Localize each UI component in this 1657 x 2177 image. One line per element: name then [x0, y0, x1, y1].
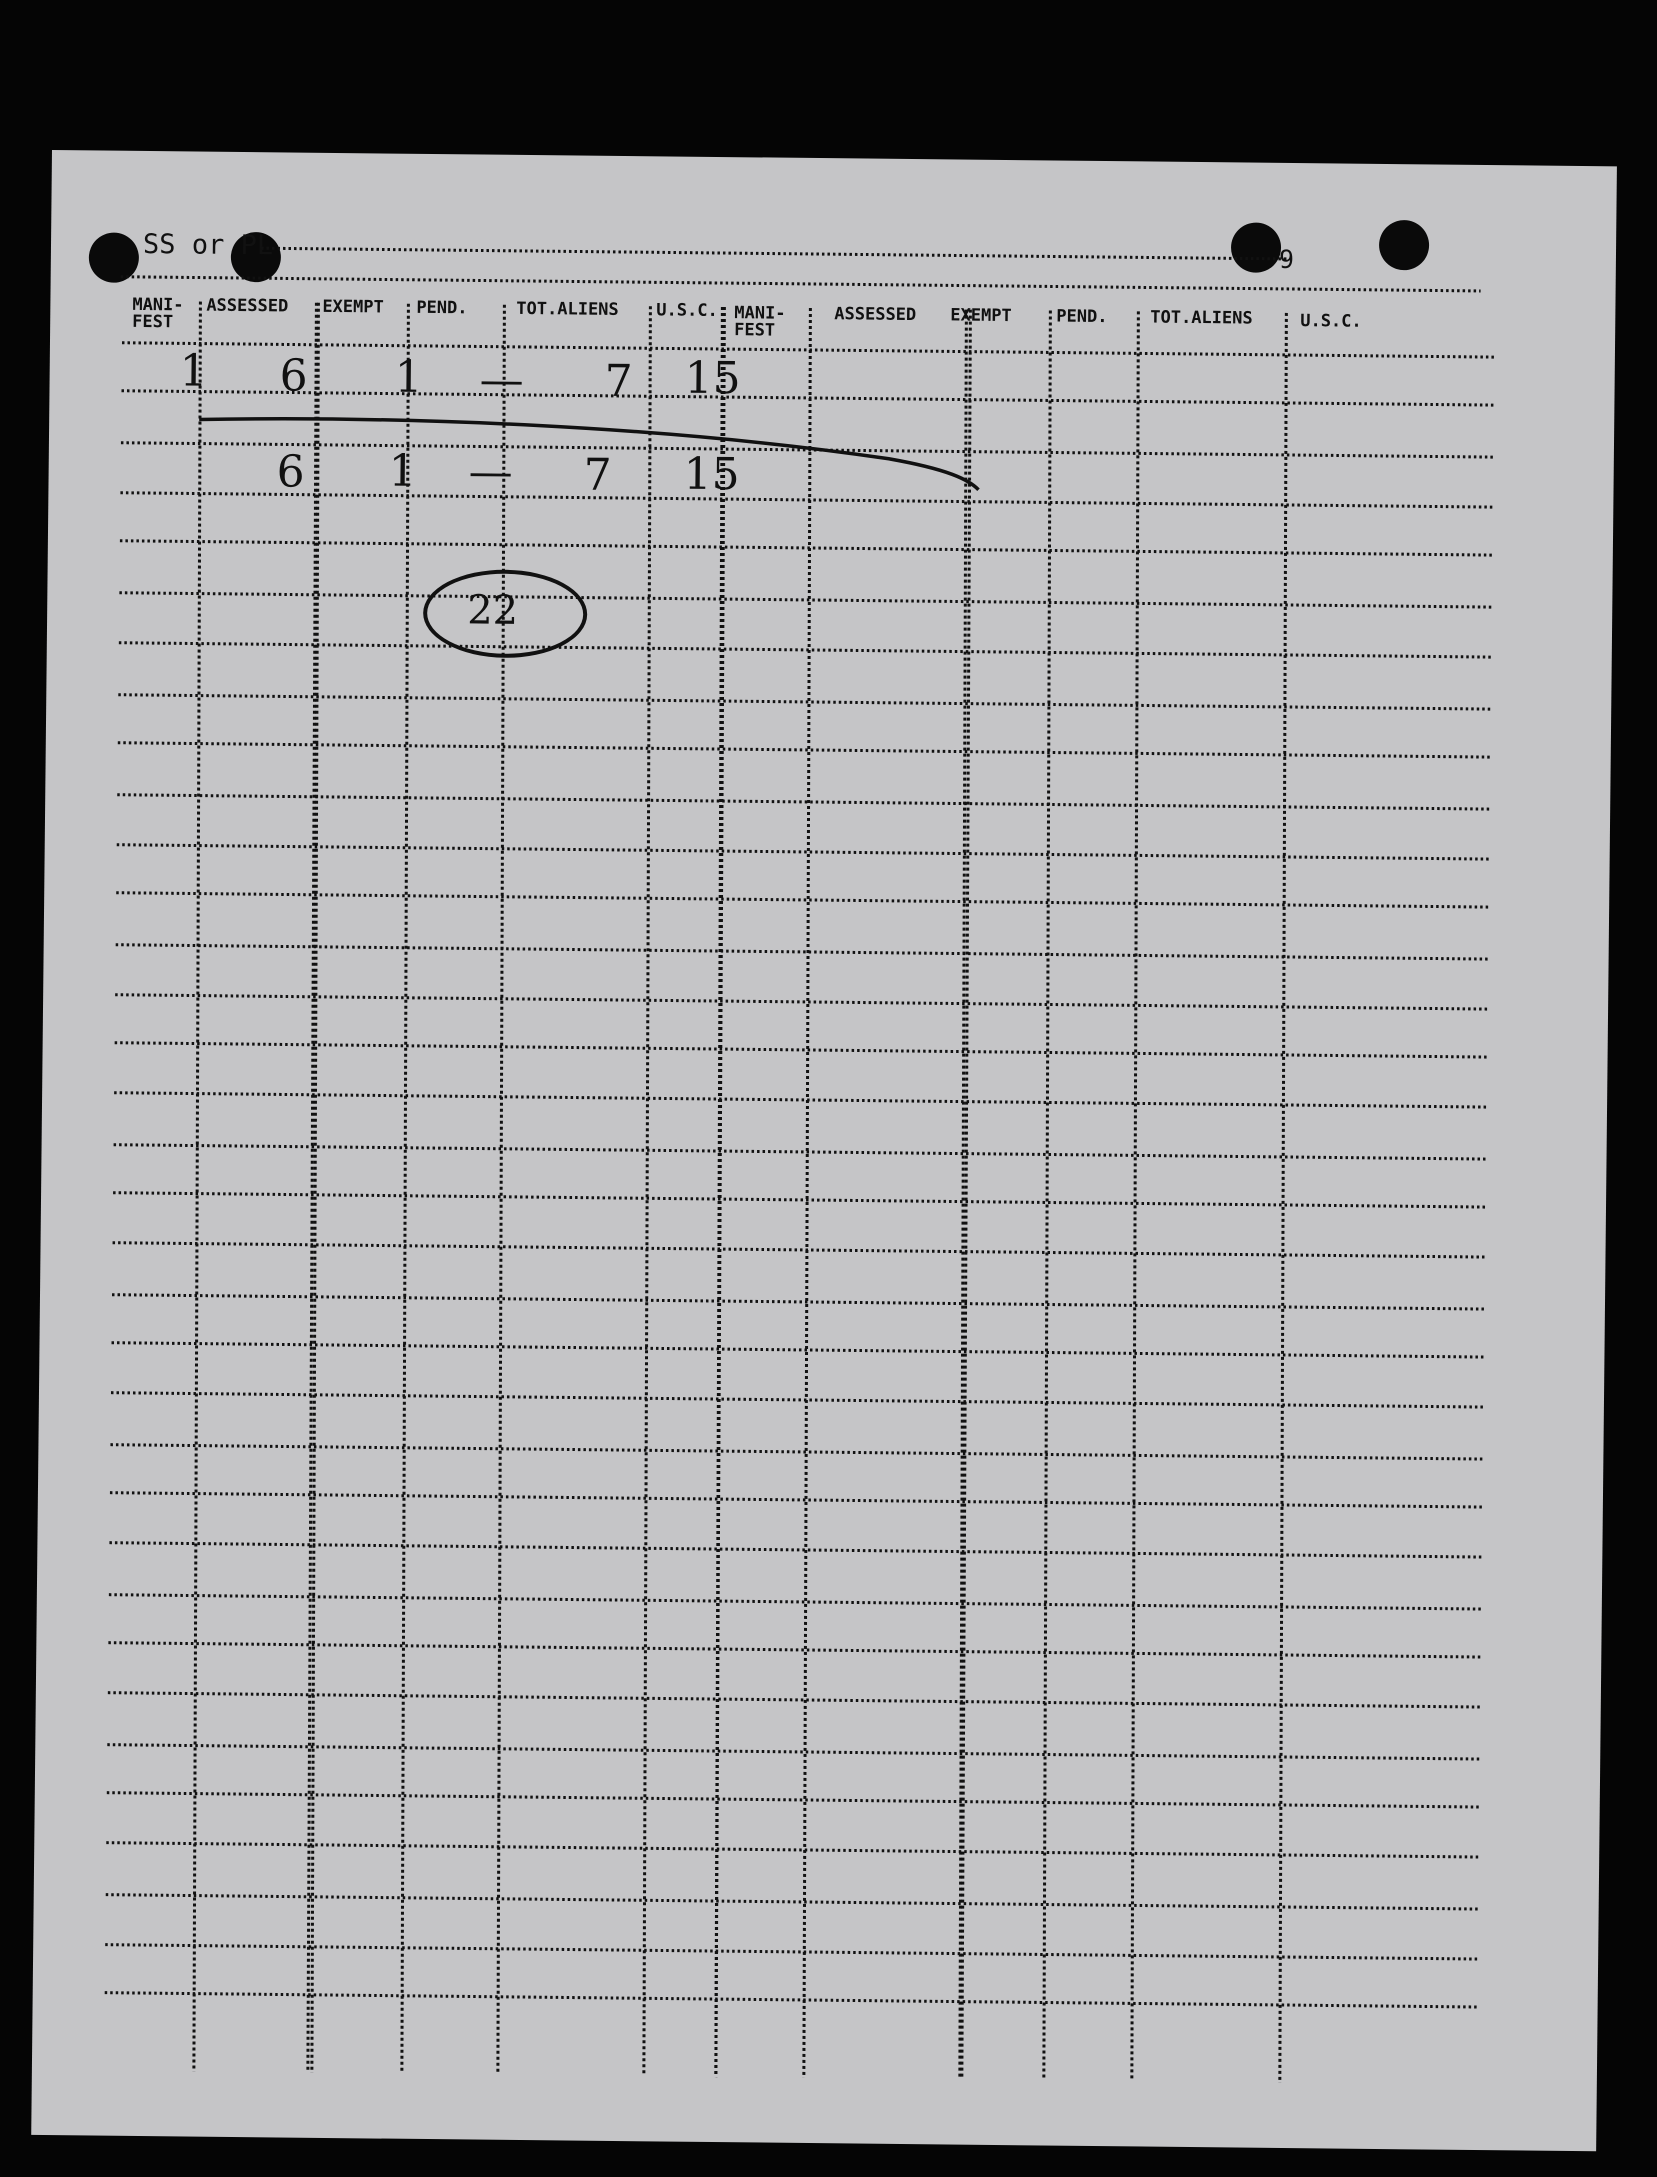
row-line — [114, 1093, 1487, 1107]
row-line — [110, 1493, 1483, 1507]
row-line — [115, 995, 1488, 1009]
row1-exempt: 1 — [394, 351, 423, 403]
row-line — [116, 893, 1489, 907]
header-pend-2: PEND. — [1056, 306, 1108, 328]
column-line — [632, 306, 663, 2076]
row1-tot-aliens: 7 — [604, 355, 633, 408]
row-line — [115, 1043, 1488, 1057]
row-line — [117, 845, 1490, 859]
circled-note-value: 22 — [466, 587, 519, 634]
row-line — [114, 1145, 1487, 1159]
header-manifest-2: MANI- FEST — [734, 303, 786, 341]
dotted-grid — [31, 150, 1617, 2151]
row-line — [109, 1543, 1482, 1557]
header-top-line — [121, 277, 1481, 291]
header-exempt-2: EXEMPT — [950, 305, 1012, 327]
row-line — [112, 1343, 1485, 1357]
header-manifest: MANI- FEST — [132, 294, 184, 333]
header-usc-2: U.S.C. — [1300, 311, 1362, 332]
total-tot-aliens: 7 — [583, 449, 612, 501]
column-line — [948, 310, 979, 2080]
row-line — [110, 1445, 1483, 1459]
column-line — [1032, 310, 1063, 2080]
column-line — [390, 304, 421, 2074]
header-pend: PEND. — [416, 297, 468, 319]
row-line — [121, 391, 1494, 405]
row-line — [118, 695, 1491, 709]
row1-manifest: 1 — [179, 345, 208, 397]
header-assessed: ASSESSED — [206, 295, 289, 317]
header-usc: U.S.C. — [656, 300, 718, 321]
total-usc: 15 — [683, 448, 740, 501]
total-assessed: 6 — [276, 446, 305, 498]
column-line — [1120, 311, 1151, 2081]
row1-pend: — — [479, 354, 524, 406]
column-line — [704, 307, 735, 2077]
row1-usc: 15 — [684, 352, 741, 405]
column-line — [792, 308, 823, 2078]
header-tot-aliens-2: TOT.ALIENS — [1150, 307, 1253, 329]
column-line — [298, 303, 327, 2073]
column-line — [182, 302, 213, 2072]
row-line — [112, 1295, 1485, 1309]
row-line — [120, 493, 1493, 507]
total-exempt: 1 — [388, 445, 417, 497]
header-assessed-2: ASSESSED — [834, 304, 917, 326]
row-line — [105, 1993, 1478, 2007]
vessel-label: SS or PL — [142, 228, 274, 262]
row-line — [113, 1193, 1486, 1207]
vessel-name-line — [261, 248, 1291, 259]
row-line — [111, 1393, 1484, 1407]
census-form-page — [31, 150, 1617, 2151]
column-line — [1268, 313, 1299, 2083]
row1-assessed: 6 — [279, 350, 308, 402]
header-exempt: EXEMPT — [322, 296, 384, 318]
year-suffix: 9 — [1278, 244, 1295, 275]
header-tot-aliens: TOT.ALIENS — [516, 298, 619, 320]
row-line — [121, 443, 1494, 457]
row-line — [118, 743, 1491, 757]
column-lines — [182, 297, 1298, 2083]
row-line — [113, 1243, 1486, 1257]
row-line — [122, 343, 1495, 357]
total-pend: — — [468, 446, 513, 498]
row-line — [119, 593, 1492, 607]
